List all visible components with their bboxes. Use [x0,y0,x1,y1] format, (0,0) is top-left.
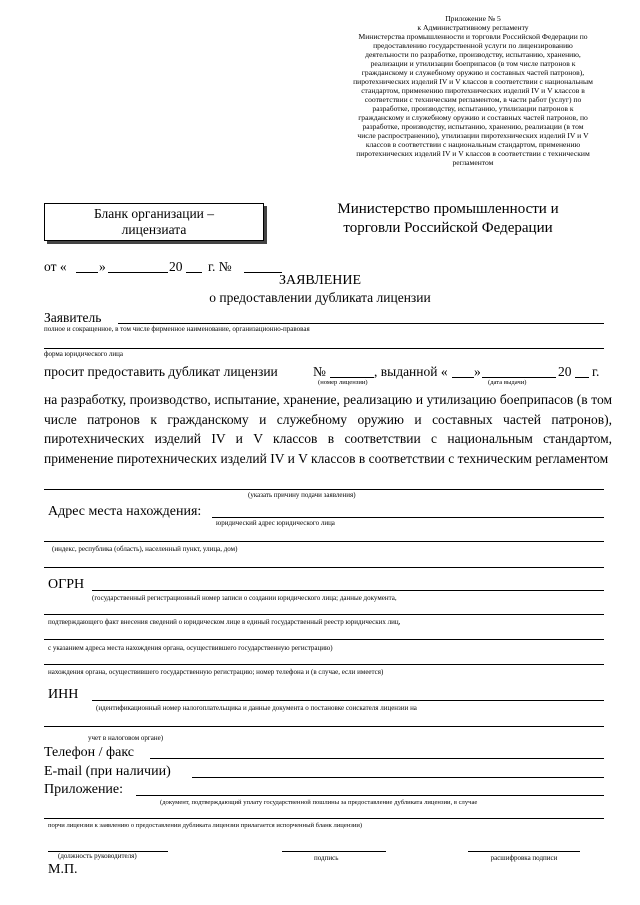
appendix-line: предоставлению государственной услуги по лицензированию [373,41,573,50]
date-from-label: от « [44,259,67,274]
inn-field-line2[interactable] [44,726,604,727]
inn-hint2: учет в налоговом органе) [88,734,164,742]
applicant-hint2: форма юридического лица [44,350,123,358]
blank-label-line1: Бланк организации – [93,206,215,221]
email-field[interactable] [192,777,604,778]
ogrn-field-line3[interactable] [44,639,604,640]
email-label: E-mail (при наличии) [44,764,171,779]
attachment-label: Приложение: [44,782,124,797]
issue-year-field[interactable] [575,377,589,378]
appendix-line: реализации и утилизации боеприпасов (в том числе патронов к [370,59,576,68]
signature-decode-hint: расшифровка подписи [490,854,558,862]
applicant-label: Заявитель [44,310,102,325]
date-year-prefix: 20 [169,259,183,274]
document-subtitle: о предоставлении дубликата лицензии [209,290,431,305]
applicant-hint: полное и сокращенное, в том числе фирменное наименование, организационно-правовая [44,325,310,333]
issued-text: , выданной « [374,364,448,379]
address-field[interactable] [212,517,604,518]
request-text: просит предоставить дубликат лицензии [44,364,278,379]
attachment-hint1: (документ, подтверждающий уплату государственной пошлины за предоставление дубликата лицензии, в случае [160,799,478,806]
appendix-text [330,23,616,167]
appendix-line: гражданскому и служебному оружию и составных частей патронов), [361,68,585,77]
inn-field[interactable] [92,700,604,701]
address-field-line2[interactable] [44,541,604,542]
appendix-line: классов в соответствии с национальным стандартом, применению [365,140,581,149]
document-title: ЗАЯВЛЕНИЕ [278,273,362,288]
ministry-line1: Министерство промышленности и [337,201,559,217]
issue-day-field[interactable] [452,377,474,378]
issue-date-hint: (дата выдачи) [488,379,527,386]
address-field-line3[interactable] [44,567,604,568]
ogrn-hint3: с указанием адреса места нахождения органа, осуществившего государственную регистрацию) [48,644,333,652]
attachment-field[interactable] [136,795,604,796]
appendix-line: разработке, производству, испытанию, хранению, реализации (в том [362,122,584,131]
attachment-field-line2[interactable] [44,818,604,819]
license-number-sign: № [313,364,326,379]
inn-hint1: (идентификационный номер налогоплательщика и данные документа о постановке соискателя лицензии на [96,704,417,712]
appendix-block [330,14,616,167]
applicant-field[interactable] [118,323,604,324]
ogrn-hint4: нахождения органа, осуществившего государственную регистрацию; номер телефона и (в случае, если имеется) [48,668,384,676]
ogrn-field-line2[interactable] [44,614,604,615]
date-number-label: г. № [208,259,232,274]
applicant-field-line2[interactable] [44,348,604,349]
ogrn-field-line4[interactable] [44,664,604,665]
issue-month-field[interactable] [482,377,556,378]
ogrn-label: ОГРН [48,577,85,592]
address-hint2: (индекс, республика (область), населенный пункт, улица, дом) [52,545,238,553]
appendix-line: пиротехнических изделий IV и V классов в соответствии с национальным [353,77,593,86]
license-number-field[interactable] [330,377,374,378]
blank-label-line2: лицензиата [121,222,187,237]
activity-description: на разработку, производство, испытание, хранение, реализацию и утилизацию боеприпасов (в том числе патронов к гражданскому и служебному оружию и составных частей патронов), пиротехнических изделий IV и V классов в соответствии с национальным стандартом, применение пиротехнических изделий IV и V классов в соответствии с техническим регламентом [44,392,612,466]
issued-year-suffix: г. [592,364,600,379]
reason-hint: (указать причину подачи заявления) [248,491,356,499]
attachment-hint2: порчи лицензии к заявлению о предоставлении дубликата лицензии прилагается испорченный бланк лицензии) [48,822,363,829]
signature-field[interactable] [282,851,386,852]
appendix-line: деятельности по разработке, производству, испытанию, хранению, [365,50,581,59]
appendix-line: пиротехнических изделий IV и V классов в соответствии с техническим [356,149,590,158]
signature-hint: подпись [314,854,339,862]
appendix-line: соответствии с техническим регламентом, в части работ (услуг) по [364,95,582,104]
appendix-line: стандартом, применению пиротехнических изделий IV и V классов в [361,86,585,95]
reason-field[interactable] [44,489,604,490]
issued-year-prefix: 20 [558,364,572,379]
signature-decode-field[interactable] [468,851,580,852]
ogrn-field[interactable] [92,590,604,591]
organization-blank-box [44,203,264,241]
stamp-place: М.П. [48,862,78,877]
ministry-line2: торговли Российской Федерации [343,220,553,236]
license-number-hint: (номер лицензии) [318,379,368,386]
phone-label: Телефон / факс [44,745,135,760]
appendix-line: регламентом [452,158,494,167]
appendix-number: Приложение № 5 [445,14,501,23]
position-hint: (должность руководителя) [58,852,137,860]
appendix-line: гражданскому и служебному оружию и составных частей патронов, по [358,113,588,122]
date-quote: » [99,259,106,274]
appendix-line: к Административному регламенту [417,23,529,32]
ogrn-hint1: (государственный регистрационный номер записи о создании юридического лица; данные документа, [92,594,397,602]
appendix-line: разработке, производству, испытанию, утилизации патронов к [372,104,574,113]
inn-label: ИНН [48,687,79,702]
appendix-line: Министерства промышленности и торговли Российской Федерации по [358,32,588,41]
address-hint: юридический адрес юридического лица [216,519,335,527]
issued-quote: » [474,364,481,379]
address-label: Адрес места нахождения: [48,504,202,519]
appendix-line: числе распространению), утилизации пиротехнических изделий IV и V [357,131,589,140]
ministry-addressee [318,200,578,238]
phone-field[interactable] [150,758,604,759]
ogrn-hint2: подтверждающего факт внесения сведений о юридическом лице в единый государственный реестр юридических лиц, [48,618,401,626]
